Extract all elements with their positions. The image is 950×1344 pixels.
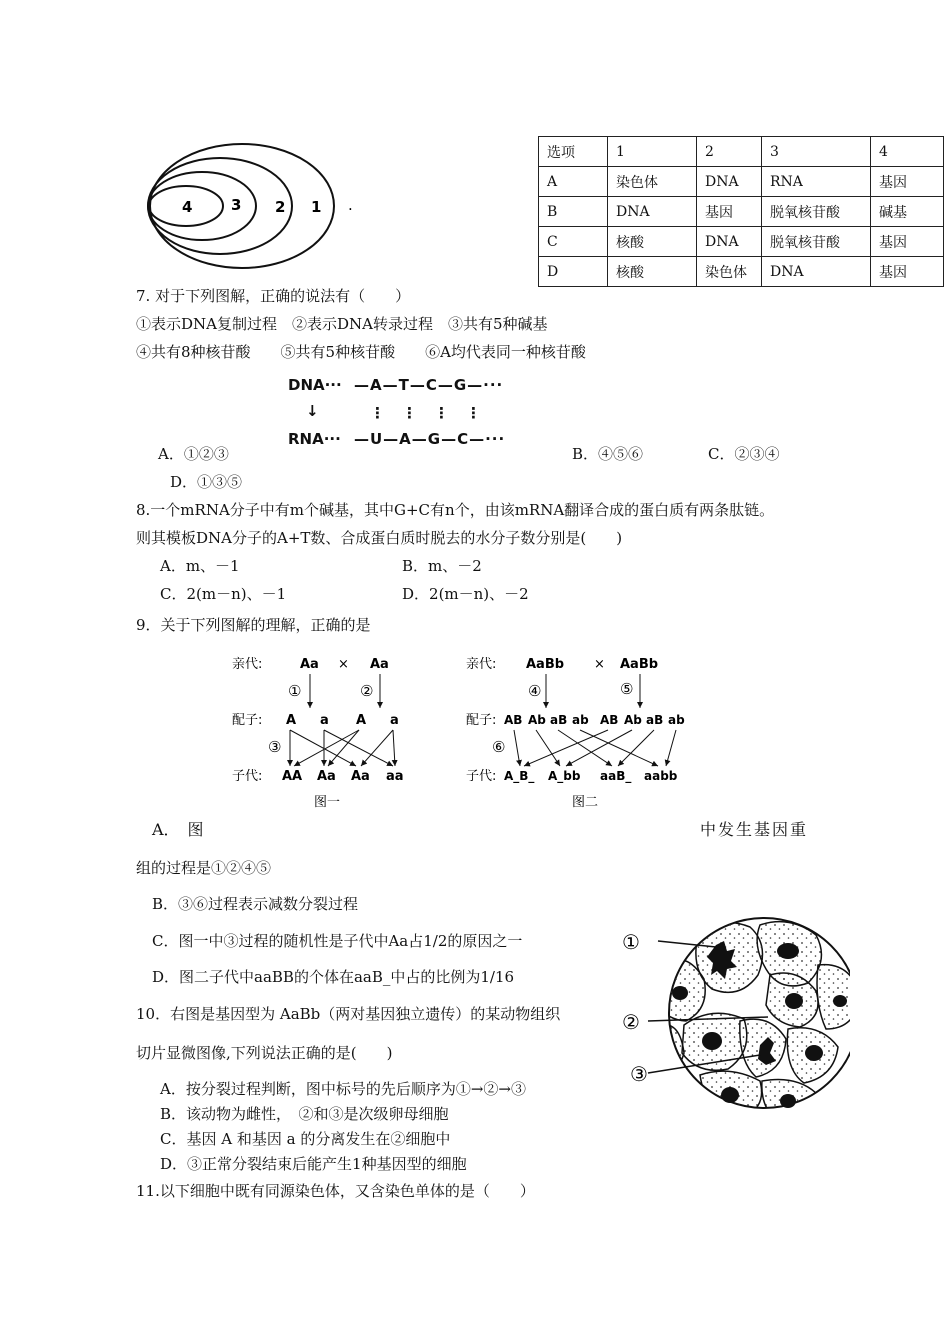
fig1-offspring: Aa — [317, 769, 336, 784]
fig2-parent-1: AaBb — [526, 657, 565, 672]
q8-option-a[interactable]: A．m、－1 — [160, 557, 240, 575]
q9-figure-1 — [228, 648, 418, 812]
q7-option-c[interactable]: C．②③④ — [708, 445, 780, 463]
q7-option-d[interactable]: D．①③⑤ — [170, 473, 243, 491]
q8-option-d[interactable]: D．2(m－n)、－2 — [402, 585, 529, 603]
fig1-offspring: AA — [282, 769, 303, 784]
fig1-gamete: A — [356, 713, 367, 728]
q9-option-a-cont-2: 组的过程是①②④⑤ — [136, 859, 272, 877]
fig1-gamete: A — [286, 713, 297, 728]
q9-option-b[interactable]: B．③⑥过程表示减数分裂过程 — [152, 895, 359, 913]
q10-micrograph — [620, 905, 850, 1125]
table-cell: 基因 — [697, 197, 762, 227]
table-cell: DNA — [608, 197, 697, 227]
venn-circle-1 — [150, 144, 334, 268]
fig1-step-3: ③ — [268, 738, 282, 756]
table-cell: 2 — [697, 137, 762, 167]
fig2-gamete: Ab — [528, 713, 546, 727]
fig1-gamete: a — [390, 713, 399, 728]
micrograph-label-3: ③ — [630, 1062, 648, 1086]
table-cell: DNA — [697, 227, 762, 257]
fig2-gamete: ab — [572, 713, 589, 727]
fig1-offspring: Aa — [351, 769, 370, 784]
table-cell: 核酸 — [608, 227, 697, 257]
fig1-gamete: a — [320, 713, 329, 728]
fig2-gamete: AB — [600, 713, 619, 727]
q7-option-a[interactable]: A．①②③ — [158, 445, 229, 463]
table-cell: 基因 — [871, 167, 944, 197]
fig2-gamete: Ab — [624, 713, 642, 727]
table-row — [539, 227, 944, 257]
fig1-caption: 图一 — [314, 795, 341, 810]
fig2-parent-label: 亲代: — [466, 657, 497, 672]
options-table — [538, 136, 944, 287]
q9-stem: 9．关于下列图解的理解，正确的是 — [136, 616, 371, 634]
fig2-gamete: AB — [504, 713, 523, 727]
q9-option-d[interactable]: D．图二子代中aaBB的个体在aaB_中占的比例为1/16 — [152, 968, 515, 986]
q10-stem: 10．右图是基因型为 AaBb（两对基因独立遗传）的某动物组织 — [136, 1005, 561, 1023]
table-cell: 染色体 — [697, 257, 762, 287]
table-cell: 核酸 — [608, 257, 697, 287]
table-cell: B — [539, 197, 608, 227]
q9-option-c[interactable]: C．图一中③过程的随机性是子代中Aa占1/2的原因之一 — [152, 932, 523, 950]
fig2-step-5: ⑤ — [620, 680, 634, 698]
fig2-gamete: aB — [550, 713, 568, 727]
table-cell: DNA — [762, 257, 871, 287]
fig1-offspring-label: 子代: — [232, 769, 263, 784]
venn-dot: . — [348, 196, 353, 214]
fig2-caption: 图二 — [572, 795, 599, 810]
fig1-gamete-label: 配子: — [232, 713, 263, 728]
table-cell: 4 — [871, 137, 944, 167]
fig2-gamete: aB — [646, 713, 664, 727]
micrograph-label-2: ② — [622, 1010, 640, 1034]
table-cell: RNA — [762, 167, 871, 197]
dna-strand-bases: —A—T—C—G—··· — [354, 376, 504, 394]
q8-stem: 8.一个mRNA分子中有m个碱基，其中G+C有n个，由该mRNA翻译合成的蛋白质有两条肽链。 — [136, 501, 775, 519]
venn-label-2: 2 — [275, 198, 286, 216]
fig2-offspring: aabb — [644, 769, 678, 783]
fig2-step-6: ⑥ — [492, 738, 506, 756]
table-row — [539, 257, 944, 287]
q7-stem: 7. 对于下列图解，正确的说法有（ ） — [136, 287, 411, 305]
q10-option-d[interactable]: D．③正常分裂结束后能产生1种基因型的细胞 — [160, 1155, 467, 1173]
q11-stem: 11.以下细胞中既有同源染色体，又含染色单体的是（ ） — [136, 1182, 535, 1200]
table-cell: 染色体 — [608, 167, 697, 197]
table-cell: DNA — [697, 167, 762, 197]
rna-strand-label: RNA··· — [288, 430, 341, 448]
table-cell: 基因 — [871, 227, 944, 257]
venn-label-4: 4 — [182, 198, 193, 216]
fig1-cross: × — [338, 657, 349, 672]
arrow-down-icon: ↓ — [306, 402, 319, 420]
q7-option-b[interactable]: B．④⑤⑥ — [572, 445, 644, 463]
q8-option-b[interactable]: B．m、－2 — [402, 557, 482, 575]
q9-option-a-cont: 中发生基因重 — [700, 820, 809, 839]
q8-option-c[interactable]: C．2(m－n)、－1 — [160, 585, 287, 603]
q7-dna-diagram — [288, 372, 518, 452]
micrograph-label-1: ① — [622, 930, 640, 954]
q10-stem-2: 切片显微图像,下列说法正确的是( ) — [136, 1044, 393, 1062]
fig1-offspring: aa — [386, 769, 404, 784]
table-cell: 脱氧核苷酸 — [762, 197, 871, 227]
fig2-parent-2: AaBb — [620, 657, 659, 672]
table-row — [539, 167, 944, 197]
dna-strand-label: DNA··· — [288, 376, 342, 394]
venn-label-3: 3 — [231, 196, 242, 214]
fig1-step-1: ① — [288, 682, 302, 700]
fig1-parent-1: Aa — [300, 657, 319, 672]
base-pair-dots: ⋮ ⋮ ⋮ ⋮ — [370, 404, 483, 422]
fig2-gamete: ab — [668, 713, 685, 727]
q10-option-a[interactable]: A．按分裂过程判断，图中标号的先后顺序为①→②→③ — [160, 1080, 526, 1098]
table-cell: A — [539, 167, 608, 197]
fig2-offspring: A_bb — [548, 769, 581, 783]
fig2-cross: × — [594, 657, 605, 672]
fig2-offspring-label: 子代: — [466, 769, 497, 784]
q8-stem-2: 则其模板DNA分子的A+T数、合成蛋白质时脱去的水分子数分别是( ) — [136, 529, 623, 547]
venn-label-1: 1 — [311, 198, 322, 216]
table-cell: 碱基 — [871, 197, 944, 227]
fig1-parent-label: 亲代: — [232, 657, 263, 672]
venn-circle-2 — [148, 158, 292, 254]
q7-statements-1: ①表示DNA复制过程 ②表示DNA转录过程 ③共有5种碱基 — [136, 315, 548, 333]
fig2-step-4: ④ — [528, 682, 542, 700]
q10-option-c[interactable]: C．基因 A 和基因 a 的分离发生在②细胞中 — [160, 1130, 451, 1148]
table-row — [539, 197, 944, 227]
fig1-step-2: ② — [360, 682, 374, 700]
fig2-gamete-label: 配子: — [466, 713, 497, 728]
table-cell: 基因 — [871, 257, 944, 287]
table-cell: 选项 — [539, 137, 608, 167]
table-cell: C — [539, 227, 608, 257]
fig2-offspring: aaB_ — [600, 769, 632, 783]
table-cell: 脱氧核苷酸 — [762, 227, 871, 257]
table-cell: 3 — [762, 137, 871, 167]
q9-option-a[interactable]: A． 图 — [152, 820, 204, 839]
rna-strand-bases: —U—A—G—C—··· — [354, 430, 506, 448]
q10-option-b[interactable]: B．该动物为雌性， ②和③是次级卵母细胞 — [160, 1105, 449, 1123]
q7-statements-2: ④共有8种核苷酸 ⑤共有5种核苷酸 ⑥A均代表同一种核苷酸 — [136, 343, 586, 361]
fig2-offspring: A_B_ — [504, 769, 535, 783]
table-cell: D — [539, 257, 608, 287]
venn-diagram — [140, 140, 370, 280]
table-cell: 1 — [608, 137, 697, 167]
q9-figure-2 — [462, 648, 692, 812]
table-row — [539, 137, 944, 167]
fig1-parent-2: Aa — [370, 657, 389, 672]
